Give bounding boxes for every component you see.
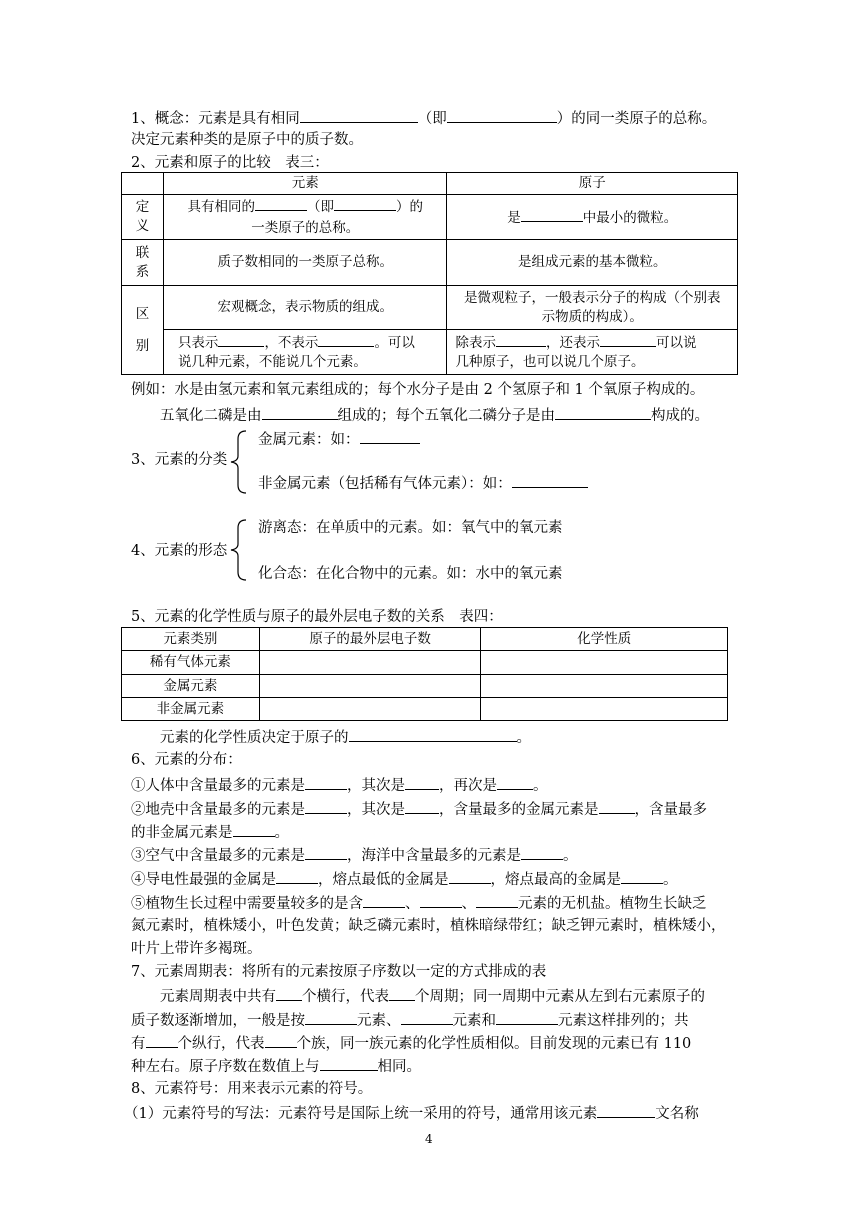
s6-line7: 叶片上带许多褐斑。 <box>131 941 262 957</box>
blank[interactable] <box>318 332 374 347</box>
blank[interactable] <box>521 207 583 222</box>
blank[interactable] <box>555 405 651 420</box>
blank[interactable] <box>420 893 462 908</box>
answer-cell[interactable] <box>259 651 481 675</box>
blank[interactable] <box>233 822 275 837</box>
s2-heading: 2、元素和原子的比较 表三： <box>131 155 329 171</box>
blank[interactable] <box>449 869 491 884</box>
blank[interactable] <box>276 986 302 1001</box>
col-atom: 原子 <box>447 173 738 195</box>
s6-line4: ④导电性最强的金属是 ，熔点最低的金属是 ，熔点最高的金属是 。 <box>131 869 678 889</box>
blank[interactable] <box>597 1103 655 1118</box>
blank[interactable] <box>146 1033 178 1048</box>
col-element: 元素 <box>163 173 447 195</box>
s6-line5: ⑤植物生长过程中需要量较多的是含 、 、 元素的无机盐。植物生长缺乏 <box>131 893 707 913</box>
blank[interactable] <box>363 893 405 908</box>
blank[interactable] <box>262 405 338 420</box>
blank[interactable] <box>447 108 557 123</box>
s7-para2: 质子数逐渐增加，一般是按 元素、 元素和 元素这样排列的；共 <box>131 1010 689 1030</box>
example-p2o5: 五氧化二磷是由 组成的；每个五氧化二磷分子是由 构成的。 <box>160 405 709 425</box>
row-label-relation: 联 系 <box>122 240 164 286</box>
free-state: 游离态：在单质中的元素。如：氧气中的氧元素 <box>258 520 563 536</box>
nonmetal-elements: 非金属元素（包括稀有气体元素）：如： <box>258 473 588 493</box>
blank[interactable] <box>320 1056 378 1071</box>
blank[interactable] <box>305 1010 357 1025</box>
answer-cell[interactable] <box>259 698 481 721</box>
s8-heading: 8、元素符号：用来表示元素的符号。 <box>131 1081 373 1097</box>
s1-line1: 1、概念：元素是具有相同 （即 ）的同一类原子的总称。 <box>131 108 716 128</box>
blank[interactable] <box>389 986 415 1001</box>
blank[interactable] <box>405 799 439 814</box>
blank[interactable] <box>405 775 439 790</box>
blank[interactable] <box>521 845 563 860</box>
blank[interactable] <box>600 332 656 347</box>
answer-cell[interactable] <box>259 675 481 698</box>
s5-note: 元素的化学性质决定于原子的 。 <box>160 727 531 747</box>
s7-para1: 元素周期表中共有 个横行，代表 个周期；同一周期中元素从左到右元素原子的 <box>160 986 705 1006</box>
blank[interactable] <box>305 845 347 860</box>
blank[interactable] <box>496 332 546 347</box>
answer-cell[interactable] <box>481 651 728 675</box>
row-label-difference: 区 别 <box>122 286 164 375</box>
s8-line1: （1）元素符号的写法：元素符号是国际上统一采用的符号，通常用该元素 文名称 <box>124 1103 699 1123</box>
s6-line6: 氮元素时，植株矮小，叶色发黄；缺乏磷元素时，植株暗绿带红；缺乏钾元素时，植株矮小， <box>131 918 726 934</box>
s6-line2b: 的非金属元素是 。 <box>131 822 289 842</box>
blank[interactable] <box>255 196 307 211</box>
s5-heading: 5、元素的化学性质与原子的最外层电子数的关系 表四： <box>131 609 503 625</box>
blank[interactable] <box>265 1033 297 1048</box>
s6-line3: ③空气中含量最多的元素是 ，海洋中含量最多的元素是 。 <box>131 845 578 865</box>
blank[interactable] <box>334 196 396 211</box>
s1-line2: 决定元素种类的是原子中的质子数。 <box>131 132 363 148</box>
s4-heading: 4、元素的形态 <box>131 543 228 559</box>
blank[interactable] <box>401 1010 453 1025</box>
blank[interactable] <box>349 727 517 742</box>
combined-state: 化合态：在化合物中的元素。如：水中的氧元素 <box>258 566 563 582</box>
blank[interactable] <box>300 108 418 123</box>
comparison-table: 元素 原子 定 义 具有相同的 （即 ）的 一类原子的总称。 是 中最小的微粒。 联 系 质子数相同的一类原子总称。 是组成元素的基本微粒。 区 别 宏观概念，表示物质的组成。 是微观粒子，一般表示分子的构成（个别表 示物质的构成）。 只表示 ，不表示 。可以 说几种元素，不能说几个元素。 除表示 ，还表示 可以说 几种原子，也可以说几个原子。 <box>121 172 738 375</box>
answer-cell[interactable] <box>481 675 728 698</box>
blank[interactable] <box>496 1010 558 1025</box>
blank[interactable] <box>476 893 518 908</box>
blank[interactable] <box>360 429 420 444</box>
example-water: 例如：水是由氢元素和氧元素组成的；每个水分子是由 2 个氢原子和 1 个氧原子构成的。 <box>131 382 705 398</box>
s7-heading: 7、元素周期表：将所有的元素按原子序数以一定的方式排成的表 <box>131 964 547 980</box>
brace-icon <box>228 519 248 581</box>
blank[interactable] <box>305 799 347 814</box>
answer-cell[interactable] <box>481 698 728 721</box>
blank[interactable] <box>497 775 533 790</box>
blank[interactable] <box>218 332 264 347</box>
blank[interactable] <box>512 473 588 488</box>
blank[interactable] <box>599 799 635 814</box>
properties-table: 元素类别 原子的最外层电子数 化学性质 稀有气体元素 金属元素 非金属元素 <box>121 627 728 721</box>
blank[interactable] <box>621 869 663 884</box>
row-label-definition: 定 义 <box>122 195 164 240</box>
s3-heading: 3、元素的分类 <box>131 452 228 468</box>
brace-icon <box>228 430 248 494</box>
blank[interactable] <box>276 869 318 884</box>
s7-para4: 种左右。原子序数在数值上与 相同。 <box>131 1056 421 1076</box>
page-number: 4 <box>425 1132 433 1146</box>
s6-heading: 6、元素的分布： <box>131 752 242 768</box>
blank[interactable] <box>305 775 347 790</box>
s6-line1: ①人体中含量最多的元素是 ，其次是 ，再次是 。 <box>131 775 548 795</box>
metal-elements: 金属元素：如： <box>258 429 420 449</box>
s7-para3: 有 个纵行，代表 个族，同一族元素的化学性质相似。目前发现的元素已有 110 <box>131 1033 691 1053</box>
s6-line2: ②地壳中含量最多的元素是 ，其次是 ，含量最多的金属元素是 ，含量最多 <box>131 799 707 819</box>
